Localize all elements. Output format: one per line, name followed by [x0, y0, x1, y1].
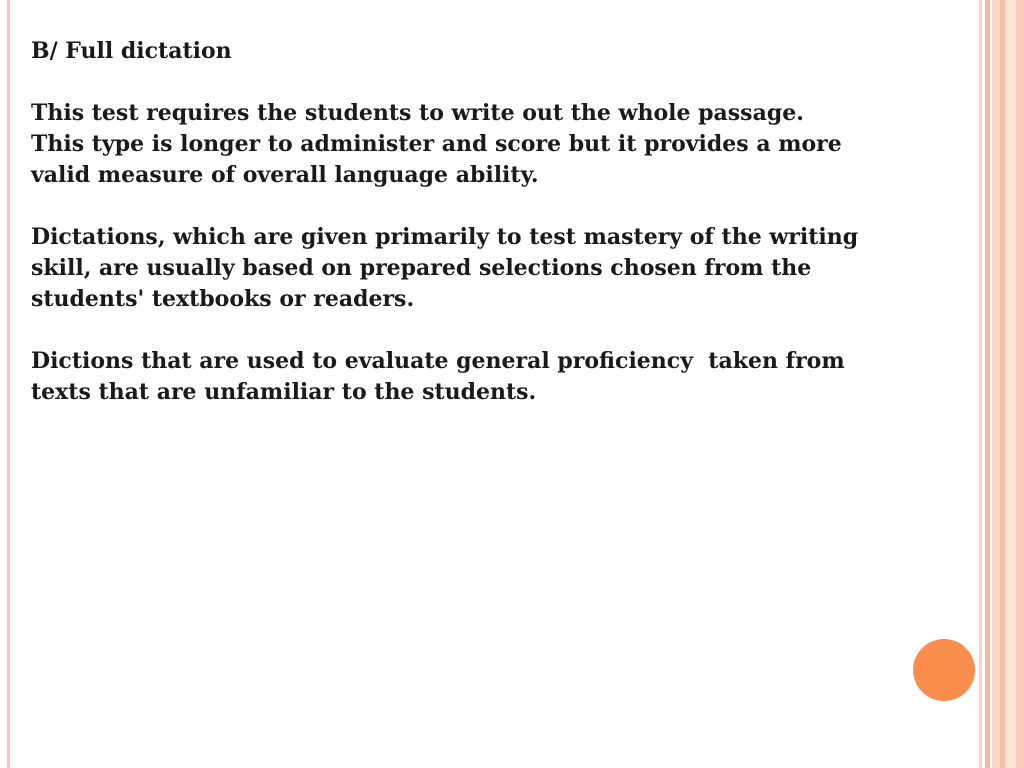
text-line: Dictations, which are given primarily to test mastery of the writing	[31, 224, 859, 250]
paragraph-writing-skill-dictations	[31, 222, 961, 315]
slide-content	[31, 36, 961, 439]
right-decor-stripe	[979, 0, 982, 768]
orange-circle-decoration	[913, 639, 975, 701]
text-line: texts that are unfamiliar to the students.	[31, 379, 537, 405]
left-border-stripe	[7, 0, 10, 768]
paragraph-full-dictation-definition	[31, 98, 961, 191]
paragraph-proficiency-dictations	[31, 346, 961, 408]
text-line: Dictions that are used to evaluate general proficiency taken from	[31, 348, 845, 374]
text-line: skill, are usually based on prepared selections chosen from the	[31, 255, 812, 281]
right-decor-stripe	[1005, 0, 1016, 768]
slide-heading: B/ Full dictation	[31, 38, 232, 64]
right-decor-stripe	[992, 0, 1000, 768]
text-line: This type is longer to administer and score but it provides a more	[31, 131, 842, 157]
right-decor-stripe	[985, 0, 990, 768]
text-line: This test requires the students to write out the whole passage.	[31, 100, 804, 126]
text-line: valid measure of overall language ability.	[31, 162, 539, 188]
text-line: students' textbooks or readers.	[31, 286, 415, 312]
right-decor-stripe	[1016, 0, 1024, 768]
